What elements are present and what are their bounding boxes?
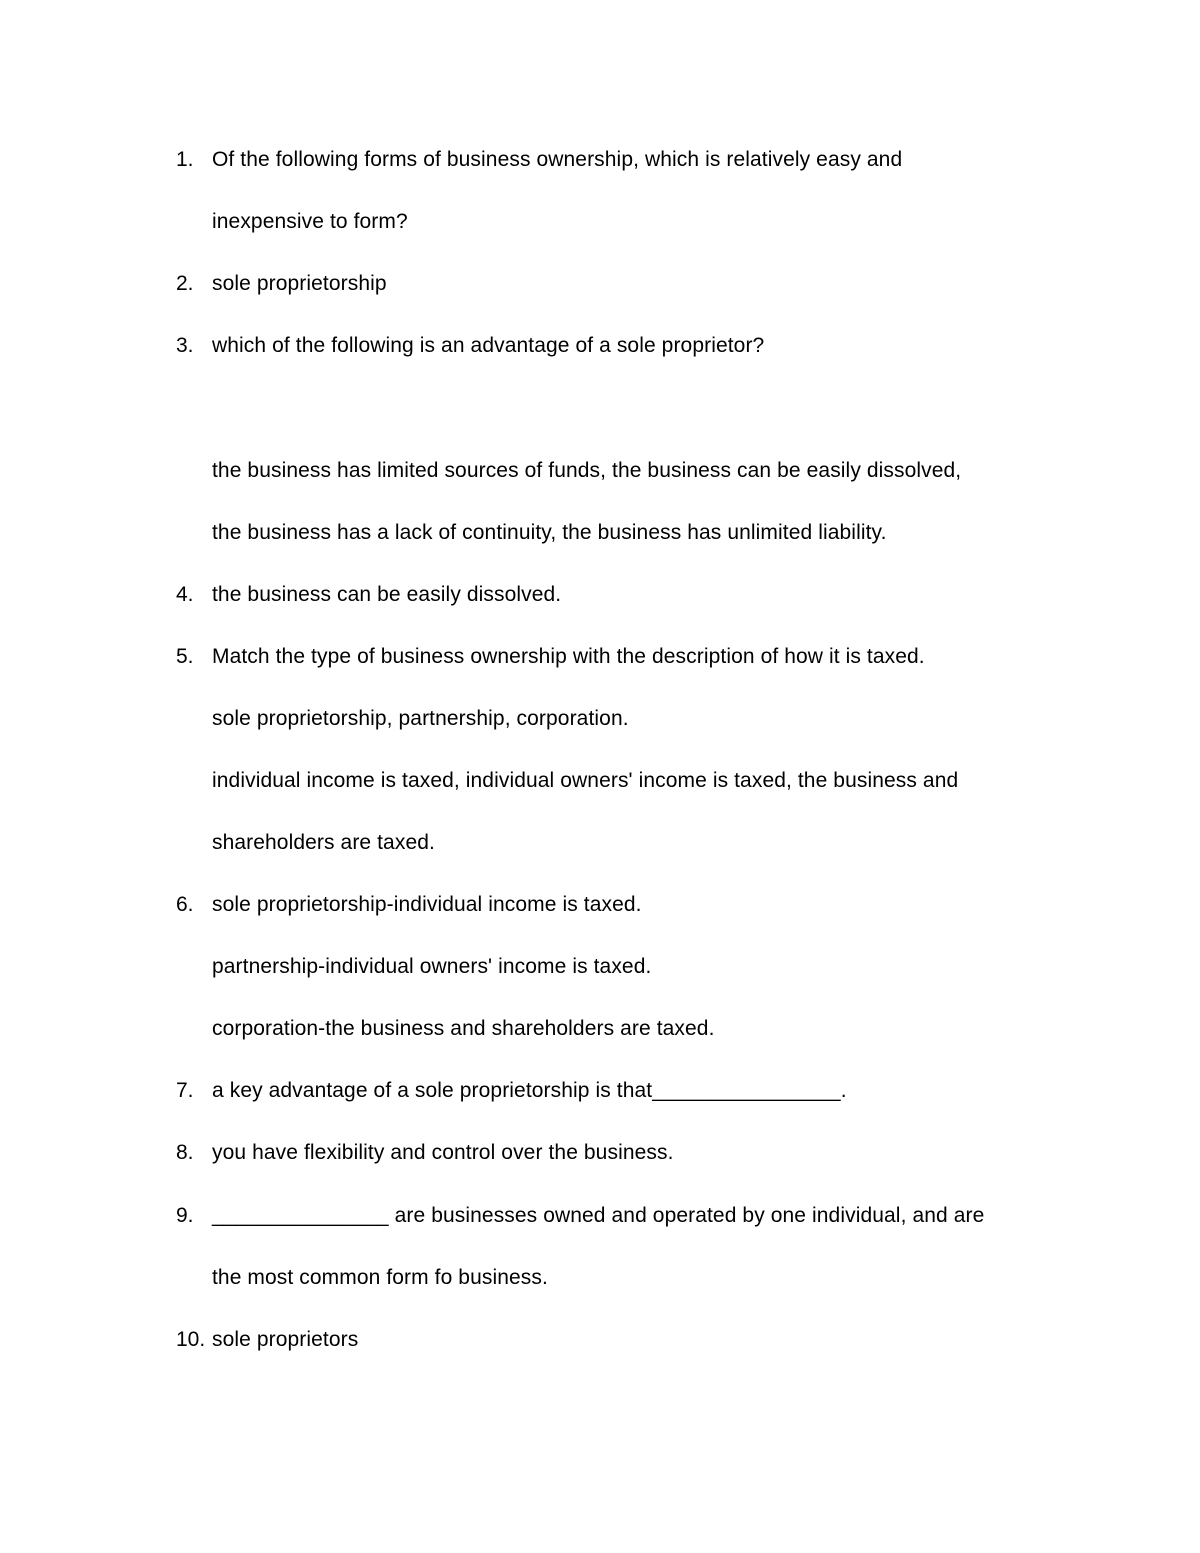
item-number: 2. <box>176 272 194 295</box>
item-text-line: the business has limited sources of funds, the business can be easily dissolved, <box>212 459 962 482</box>
item-text-line: which of the following is an advantage of a sole proprietor? <box>212 334 765 357</box>
item-text-line: a key advantage of a sole proprietorship is that________________. <box>212 1079 847 1102</box>
item-text-line: the business can be easily dissolved. <box>212 583 562 606</box>
item-text-line: you have flexibility and control over the business. <box>212 1141 674 1164</box>
item-text-line: shareholders are taxed. <box>212 831 435 854</box>
item-number: 1. <box>176 148 194 171</box>
item-number: 3. <box>176 334 194 357</box>
item-number: 7. <box>176 1079 194 1102</box>
item-text-line: sole proprietorship <box>212 272 387 295</box>
item-text-line: individual income is taxed, individual owners' income is taxed, the business and <box>212 769 959 792</box>
item-text-line: sole proprietorship-individual income is taxed. <box>212 893 642 916</box>
item-text-line: sole proprietors <box>212 1328 359 1351</box>
item-text-line: Of the following forms of business ownership, which is relatively easy and <box>212 148 903 171</box>
item-text-line: the most common form fo business. <box>212 1266 548 1289</box>
item-text-line: sole proprietorship, partnership, corporation. <box>212 707 629 730</box>
item-number: 4. <box>176 583 194 606</box>
item-text-line: partnership-individual owners' income is taxed. <box>212 955 652 978</box>
item-text-line: _______________ are businesses owned and operated by one individual, and are <box>212 1204 985 1227</box>
item-number: 5. <box>176 645 194 668</box>
item-number: 9. <box>176 1204 194 1227</box>
item-text-line: inexpensive to form? <box>212 210 408 233</box>
item-number: 10. <box>176 1328 206 1351</box>
item-text-line: corporation-the business and shareholders are taxed. <box>212 1017 715 1040</box>
item-text-line: the business has a lack of continuity, the business has unlimited liability. <box>212 521 887 544</box>
item-number: 8. <box>176 1141 194 1164</box>
item-text-line: Match the type of business ownership with the description of how it is taxed. <box>212 645 925 668</box>
item-number: 6. <box>176 893 194 916</box>
